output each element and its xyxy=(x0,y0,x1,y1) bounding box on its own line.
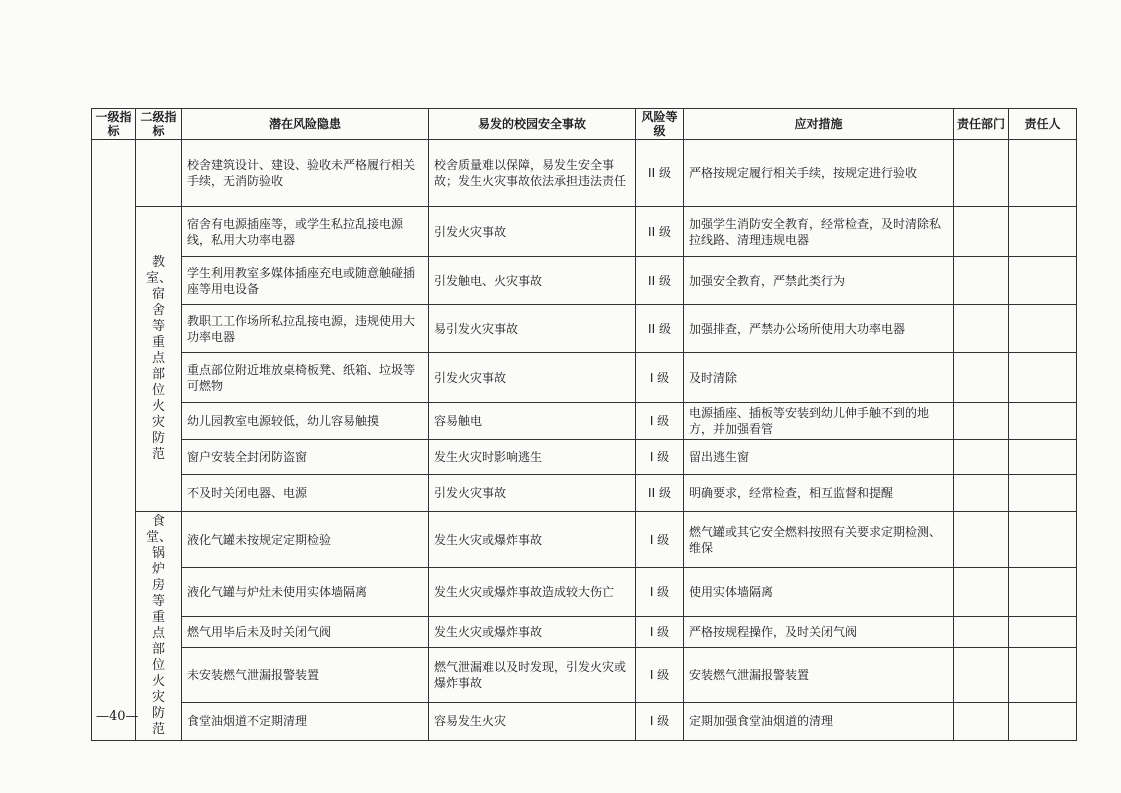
responsible-person-cell xyxy=(1009,616,1077,647)
responsible-dept-cell xyxy=(954,568,1009,617)
accident-cell: 引发火灾事故 xyxy=(429,475,636,512)
responsible-dept-cell xyxy=(954,475,1009,512)
responsible-person-cell xyxy=(1009,207,1077,257)
measure-cell: 及时清除 xyxy=(684,353,954,403)
risk-grade-cell: I 级 xyxy=(636,616,684,647)
hazard-cell: 食堂油烟道不定期清理 xyxy=(182,702,429,740)
hazard-cell: 燃气用毕后未及时关闭气阀 xyxy=(182,616,429,647)
header-responsible-dept: 责任部门 xyxy=(954,109,1009,140)
measure-cell: 电源插座、插板等安装到幼儿伸手触不到的地方，并加强看管 xyxy=(684,403,954,440)
hazard-cell: 幼儿园教室电源较低，幼儿容易触摸 xyxy=(182,403,429,440)
accident-cell: 容易发生火灾 xyxy=(429,702,636,740)
measure-cell: 加强安全教育，严禁此类行为 xyxy=(684,257,954,305)
risk-grade-cell: II 级 xyxy=(636,305,684,353)
measure-cell: 加强学生消防安全教育，经常检查，及时清除私拉线路、清理违规电器 xyxy=(684,207,954,257)
responsible-person-cell xyxy=(1009,475,1077,512)
table-row xyxy=(92,207,1077,257)
table-row xyxy=(92,257,1077,305)
measure-cell: 加强排查，严禁办公场所使用大功率电器 xyxy=(684,305,954,353)
hazard-cell: 液化气罐未按规定定期检验 xyxy=(182,512,429,568)
table-row xyxy=(92,140,1077,207)
risk-grade-cell: I 级 xyxy=(636,403,684,440)
table-row xyxy=(92,305,1077,353)
hazard-cell: 窗户安装全封闭防盗窗 xyxy=(182,440,429,475)
level2-indicator-cell xyxy=(136,140,182,207)
responsible-dept-cell xyxy=(954,353,1009,403)
responsible-dept-cell xyxy=(954,257,1009,305)
header-accident: 易发的校园安全事故 xyxy=(429,109,636,140)
responsible-person-cell xyxy=(1009,568,1077,617)
table-row xyxy=(92,616,1077,647)
header-level2-indicator: 二级指标 xyxy=(136,109,182,140)
risk-table xyxy=(91,108,1077,741)
responsible-dept-cell xyxy=(954,512,1009,568)
accident-cell: 发生火灾或爆炸事故 xyxy=(429,616,636,647)
risk-grade-cell: I 级 xyxy=(636,647,684,702)
risk-grade-cell: II 级 xyxy=(636,207,684,257)
responsible-person-cell xyxy=(1009,403,1077,440)
table-row xyxy=(92,568,1077,617)
responsible-person-cell xyxy=(1009,305,1077,353)
responsible-person-cell xyxy=(1009,647,1077,702)
table-row xyxy=(92,702,1077,740)
hazard-cell: 校舍建筑设计、建设、验收未严格履行相关手续，无消防验收 xyxy=(182,140,429,207)
responsible-dept-cell xyxy=(954,207,1009,257)
responsible-person-cell xyxy=(1009,353,1077,403)
measure-cell: 明确要求，经常检查，相互监督和提醒 xyxy=(684,475,954,512)
responsible-person-cell xyxy=(1009,440,1077,475)
risk-grade-cell: I 级 xyxy=(636,702,684,740)
accident-cell: 燃气泄漏难以及时发现，引发火灾或爆炸事故 xyxy=(429,647,636,702)
responsible-dept-cell xyxy=(954,305,1009,353)
table-row xyxy=(92,475,1077,512)
risk-grade-cell: II 级 xyxy=(636,140,684,207)
measure-cell: 燃气罐或其它安全燃料按照有关要求定期检测、维保 xyxy=(684,512,954,568)
level1-indicator-cell xyxy=(92,140,136,741)
responsible-dept-cell xyxy=(954,440,1009,475)
level2-indicator-cell: 教室、宿舍等重点部位火灾防范 xyxy=(136,207,182,512)
accident-cell: 引发触电、火灾事故 xyxy=(429,257,636,305)
header-measure: 应对措施 xyxy=(684,109,954,140)
hazard-cell: 液化气罐与炉灶未使用实体墙隔离 xyxy=(182,568,429,617)
risk-grade-cell: I 级 xyxy=(636,440,684,475)
hazard-cell: 重点部位附近堆放桌椅板凳、纸箱、垃圾等可燃物 xyxy=(182,353,429,403)
hazard-cell: 不及时关闭电器、电源 xyxy=(182,475,429,512)
measure-cell: 留出逃生窗 xyxy=(684,440,954,475)
accident-cell: 发生火灾或爆炸事故 xyxy=(429,512,636,568)
hazard-cell: 未安装燃气泄漏报警装置 xyxy=(182,647,429,702)
measure-cell: 使用实体墙隔离 xyxy=(684,568,954,617)
responsible-dept-cell xyxy=(954,647,1009,702)
risk-grade-cell: I 级 xyxy=(636,353,684,403)
measure-cell: 定期加强食堂油烟道的清理 xyxy=(684,702,954,740)
table-row xyxy=(92,512,1077,568)
risk-grade-cell: I 级 xyxy=(636,512,684,568)
measure-cell: 严格按规定履行相关手续，按规定进行验收 xyxy=(684,140,954,207)
risk-grade-cell: II 级 xyxy=(636,475,684,512)
header-level1-indicator: 一级指标 xyxy=(92,109,136,140)
accident-cell: 容易触电 xyxy=(429,403,636,440)
responsible-dept-cell xyxy=(954,403,1009,440)
responsible-person-cell xyxy=(1009,702,1077,740)
hazard-cell: 教职工工作场所私拉乱接电源，违规使用大功率电器 xyxy=(182,305,429,353)
measure-cell: 严格按规程操作，及时关闭气阀 xyxy=(684,616,954,647)
risk-grade-cell: II 级 xyxy=(636,257,684,305)
responsible-dept-cell xyxy=(954,616,1009,647)
risk-grade-cell: I 级 xyxy=(636,568,684,617)
responsible-dept-cell xyxy=(954,702,1009,740)
responsible-person-cell xyxy=(1009,257,1077,305)
level2-indicator-cell: 食堂、锅炉房等重点部位火灾防范 xyxy=(136,512,182,741)
header-risk-grade: 风险等级 xyxy=(636,109,684,140)
header-responsible-person: 责任人 xyxy=(1009,109,1077,140)
accident-cell: 引发火灾事故 xyxy=(429,207,636,257)
accident-cell: 发生火灾时影响逃生 xyxy=(429,440,636,475)
hazard-cell: 宿舍有电源插座等，或学生私拉乱接电源线，私用大功率电器 xyxy=(182,207,429,257)
accident-cell: 引发火灾事故 xyxy=(429,353,636,403)
responsible-dept-cell xyxy=(954,140,1009,207)
measure-cell: 安装燃气泄漏报警装置 xyxy=(684,647,954,702)
header-row xyxy=(92,109,1077,140)
accident-cell: 发生火灾或爆炸事故造成较大伤亡 xyxy=(429,568,636,617)
table-row xyxy=(92,353,1077,403)
responsible-person-cell xyxy=(1009,512,1077,568)
table-row xyxy=(92,647,1077,702)
accident-cell: 校舍质量难以保障，易发生安全事故；发生火灾事故依法承担违法责任 xyxy=(429,140,636,207)
accident-cell: 易引发火灾事故 xyxy=(429,305,636,353)
table-row xyxy=(92,440,1077,475)
responsible-person-cell xyxy=(1009,140,1077,207)
header-hazard: 潜在风险隐患 xyxy=(182,109,429,140)
table-row xyxy=(92,403,1077,440)
page-number: —40— xyxy=(96,709,139,724)
hazard-cell: 学生利用教室多媒体插座充电或随意触碰插座等用电设备 xyxy=(182,257,429,305)
